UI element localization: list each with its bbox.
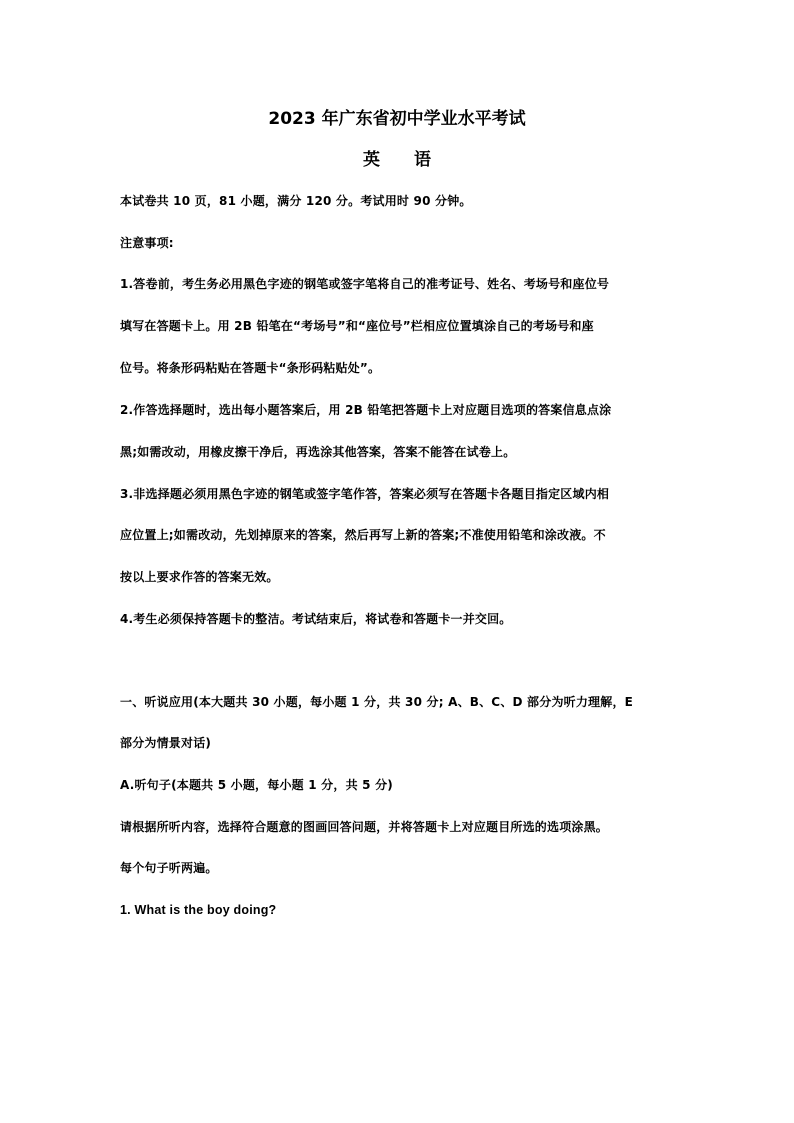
subject-title [0, 149, 794, 171]
section-heading: 一、听说应用(本大题共 30 小题，每小题 1 分，共 30 分; A、B、C、D 部分为听力理解，E [120, 695, 634, 709]
question-1: 1. What is the boy doing? [120, 903, 277, 917]
notice-line: 1.答卷前，考生务必用黑色字迹的钢笔或签字笔将自己的准考证号、姓名、考场号和座位号 [120, 277, 610, 291]
notice-line: 填写在答题卡上。用 2B 铅笔在“考场号”和“座位号”栏相应位置填涂自己的考场号和座 [120, 319, 594, 333]
notice-line: 按以上要求作答的答案无效。 [120, 570, 279, 584]
notice-line: 应位置上;如需改动，先划掉原来的答案，然后再写上新的答案;不准使用铅笔和涂改液。不 [120, 528, 606, 542]
notice-line: 位号。将条形码粘贴在答题卡“条形码粘贴处”。 [120, 361, 381, 375]
subject-char-1: 英 [363, 150, 380, 170]
exam-intro: 本试卷共 10 页，81 小题，满分 120 分。考试用时 90 分钟。 [120, 194, 472, 208]
part-a-instructions: 请根据所听内容，选择符合题意的图画回答问题，并将答题卡上对应题目所选的选项涂黑。 [120, 820, 609, 834]
notice-line: 2.作答选择题时，选出每小题答案后，用 2B 铅笔把答题卡上对应题目选项的答案信息点涂 [120, 403, 612, 417]
part-a-instructions: 每个句子听两遍。 [120, 861, 218, 875]
notice-line: 3.非选择题必须用黑色字迹的钢笔或签字笔作答，答案必须写在答题卡各题目指定区域内相 [120, 487, 610, 501]
subject-char-2: 语 [414, 150, 431, 170]
notice-heading: 注意事项: [120, 236, 174, 250]
part-a-heading: A.听句子(本题共 5 小题，每小题 1 分，共 5 分) [120, 778, 393, 792]
exam-title: 2023 年广东省初中学业水平考试 [268, 109, 526, 129]
notice-line: 黑;如需改动，用橡皮擦干净后，再选涂其他答案，答案不能答在试卷上。 [120, 445, 516, 459]
notice-line: 4.考生必须保持答题卡的整洁。考试结束后，将试卷和答题卡一并交回。 [120, 612, 512, 626]
section-heading: 部分为情景对话) [120, 736, 212, 750]
